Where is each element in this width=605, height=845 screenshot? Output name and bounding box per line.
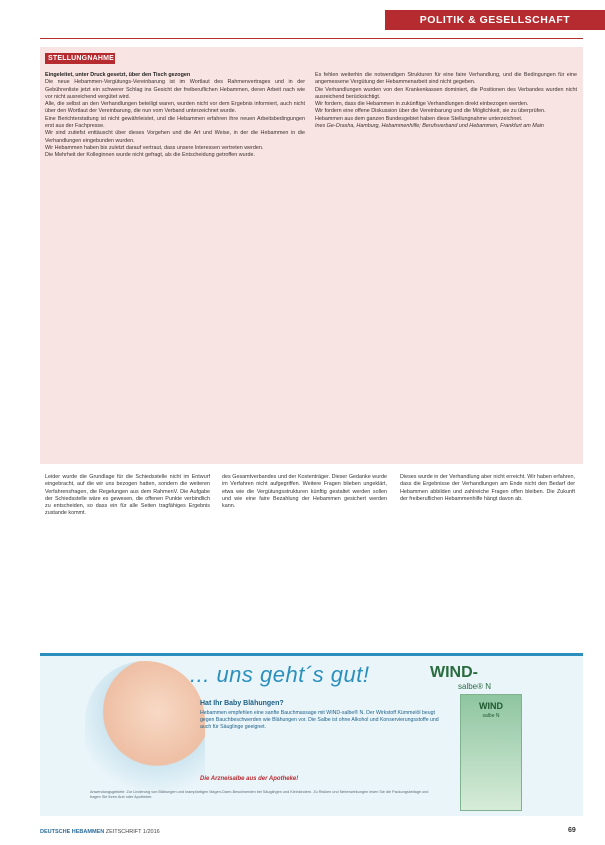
statement-paragraph: Es fehlen weiterhin die notwendigen Strukturen für eine faire Verhandlung, und die Bedingungen für eine angemessene Vergütung der Hebammenarbeit sind nicht gegeben. bbox=[315, 72, 577, 86]
article-paragraph: des Gesamtverbandes und der Kostenträger. Dieser Gedanke wurde im Verfahren nicht aufgegriffen. Weitere Fragen blieben ungeklärt, etwa wie die Vergütungsstrukturen künftig gestaltet werden sollen und wie eine faire Bezahlung der Hebammen gesichert werden kann. bbox=[222, 474, 387, 510]
product-box-subtitle: salbe N bbox=[482, 713, 500, 719]
baby-photo bbox=[85, 661, 205, 806]
statement-column-right bbox=[315, 72, 577, 457]
section-header bbox=[385, 10, 605, 30]
header-rule bbox=[40, 38, 583, 39]
article-paragraph: Dieses wurde in der Verhandlung aber nicht erreicht. Wir haben erfahren, dass die Ergebnisse der Verhandlungen am Ende nicht den Bedarf der Hebammen abbilden und zahlreiche Fragen offen bleiben. Die Zukunft der freiberuflichen Hebammenhilfe hängt davon ab. bbox=[400, 474, 575, 502]
ad-tagline: Die Arzneisalbe aus der Apotheke! bbox=[200, 776, 299, 782]
statement-paragraph: Die neue Hebammen-Vergütungs-Vereinbarung ist im Wortlaut des Rahmenvertrages und in der Gebührenliste jetzt ein schwerer Schlag ins Gesicht der freiberuflichen Hebammen, deren Arbeit nach wie vor nicht ausreichend vergütet wird. bbox=[45, 79, 305, 100]
statement-paragraph: Wir fordern eine offene Diskussion über die Vereinbarung und die Möglichkeit, sie zu überprüfen. bbox=[315, 108, 546, 115]
statement-paragraph: Alle, die selbst an den Verhandlungen beteiligt waren, wurden nicht vor dem Ergebnis informiert, auch nicht über den Wortlaut der Vereinbarung, die nun vom Verband unterzeichnet wurde. bbox=[45, 101, 305, 115]
footer-brand: DEUTSCHE HEBAMMEN bbox=[40, 829, 105, 835]
statement-tag: STELLUNGNAHME bbox=[45, 53, 115, 64]
product-box-title: WIND bbox=[479, 701, 503, 711]
statement-paragraph: Die Mehrheit der Kolleginnen wurde nicht gefragt, als die Entscheidung getroffen wurde. bbox=[45, 152, 255, 159]
statement-paragraph: Hebammen aus dem ganzen Bundesgebiet haben diese Stellungnahme unterzeichnet. bbox=[315, 115, 523, 122]
advertisement[interactable] bbox=[40, 653, 583, 816]
statement-paragraph: Die Verhandlungen wurden von den Krankenkassen dominiert, die Positionen des Verbandes wurden nicht ausreichend berücksichtigt. bbox=[315, 86, 577, 100]
article-paragraph: Leider wurde die Grundlage für die Schiedsstelle nicht im Entwurf eingebracht, auf die wir uns bezogen hatten, sondern die weiteren Verfahrensfragen, die Regelungen aus dem RahmenV. Die Aufgabe der Schiedsstelle wäre es gewesen, die offenen Punkte verbindlich zu entscheiden, so dass ein für alle Seiten tragfähiges Ergebnis zustande kommt. bbox=[45, 474, 210, 517]
statement-signature: Ines Ge-Orasha, Hamburg, Hebammenhilfe; Berufsverband und Hebammen, Frankfurt am Main bbox=[315, 123, 544, 130]
article-column-1 bbox=[45, 474, 210, 644]
footer-publication bbox=[40, 829, 160, 835]
statement-headline: Eingeleitet, unter Druck gesetzt, über den Tisch gezogen bbox=[45, 72, 191, 78]
product-box bbox=[460, 694, 522, 811]
ad-body: Hebammen empfehlen eine sanfte Bauchmassage mit WIND-salbe® N. Der Wirkstoff Kümmelöl beugt gegen Bauchbeschwerden wie Blähungen vor. Die Salbe ist ohne Alkohol und Konservierungsstoffe und auch für Säuglinge geeignet. bbox=[200, 710, 439, 730]
statement-paragraph: Eine Berichterstattung ist nicht gewährleistet, und die Hebammen erfahren ihre neuen Arbeitsbedingungen erst aus der Fachpresse. bbox=[45, 115, 305, 130]
ad-brand: WIND- bbox=[430, 664, 478, 681]
article-column-2 bbox=[222, 474, 387, 644]
ad-fine-print: Anwendungsgebiete: Zur Linderung von Blähungen und krampfartigen Magen-Darm-Beschwerden bei Säuglingen und Kleinkindern. Zu Risiken und Nebenwirkungen lesen Sie die Packungsbeilage und fragen Sie Ihren Arzt oder Apotheker. bbox=[90, 790, 429, 799]
article-column-3 bbox=[400, 474, 575, 644]
statement-paragraph: Wir fordern, dass die Hebammen in zukünftige Verhandlungen direkt einbezogen werden. bbox=[315, 101, 529, 108]
statement-paragraph: Wir sind zutiefst enttäuscht über dieses Vorgehen und die Art und Weise, in der die Hebammen in die Verhandlungen eingebunden wurden. bbox=[45, 130, 305, 144]
ad-headline: ... uns geht´s gut! bbox=[190, 662, 370, 687]
statement-paragraph: Wir Hebammen haben bis zuletzt darauf vertraut, dass unsere Interessen vertreten werden. bbox=[45, 144, 264, 151]
ad-brand-sub: salbe® N bbox=[458, 682, 492, 691]
page-number: 69 bbox=[568, 827, 576, 834]
footer-issue: ZEITSCHRIFT 1/2016 bbox=[105, 829, 160, 835]
ad-subhead: Hat Ihr Baby Blähungen? bbox=[200, 700, 284, 707]
section-title: POLITIK & GESELLSCHAFT bbox=[419, 14, 571, 26]
statement-column-left bbox=[45, 72, 305, 457]
